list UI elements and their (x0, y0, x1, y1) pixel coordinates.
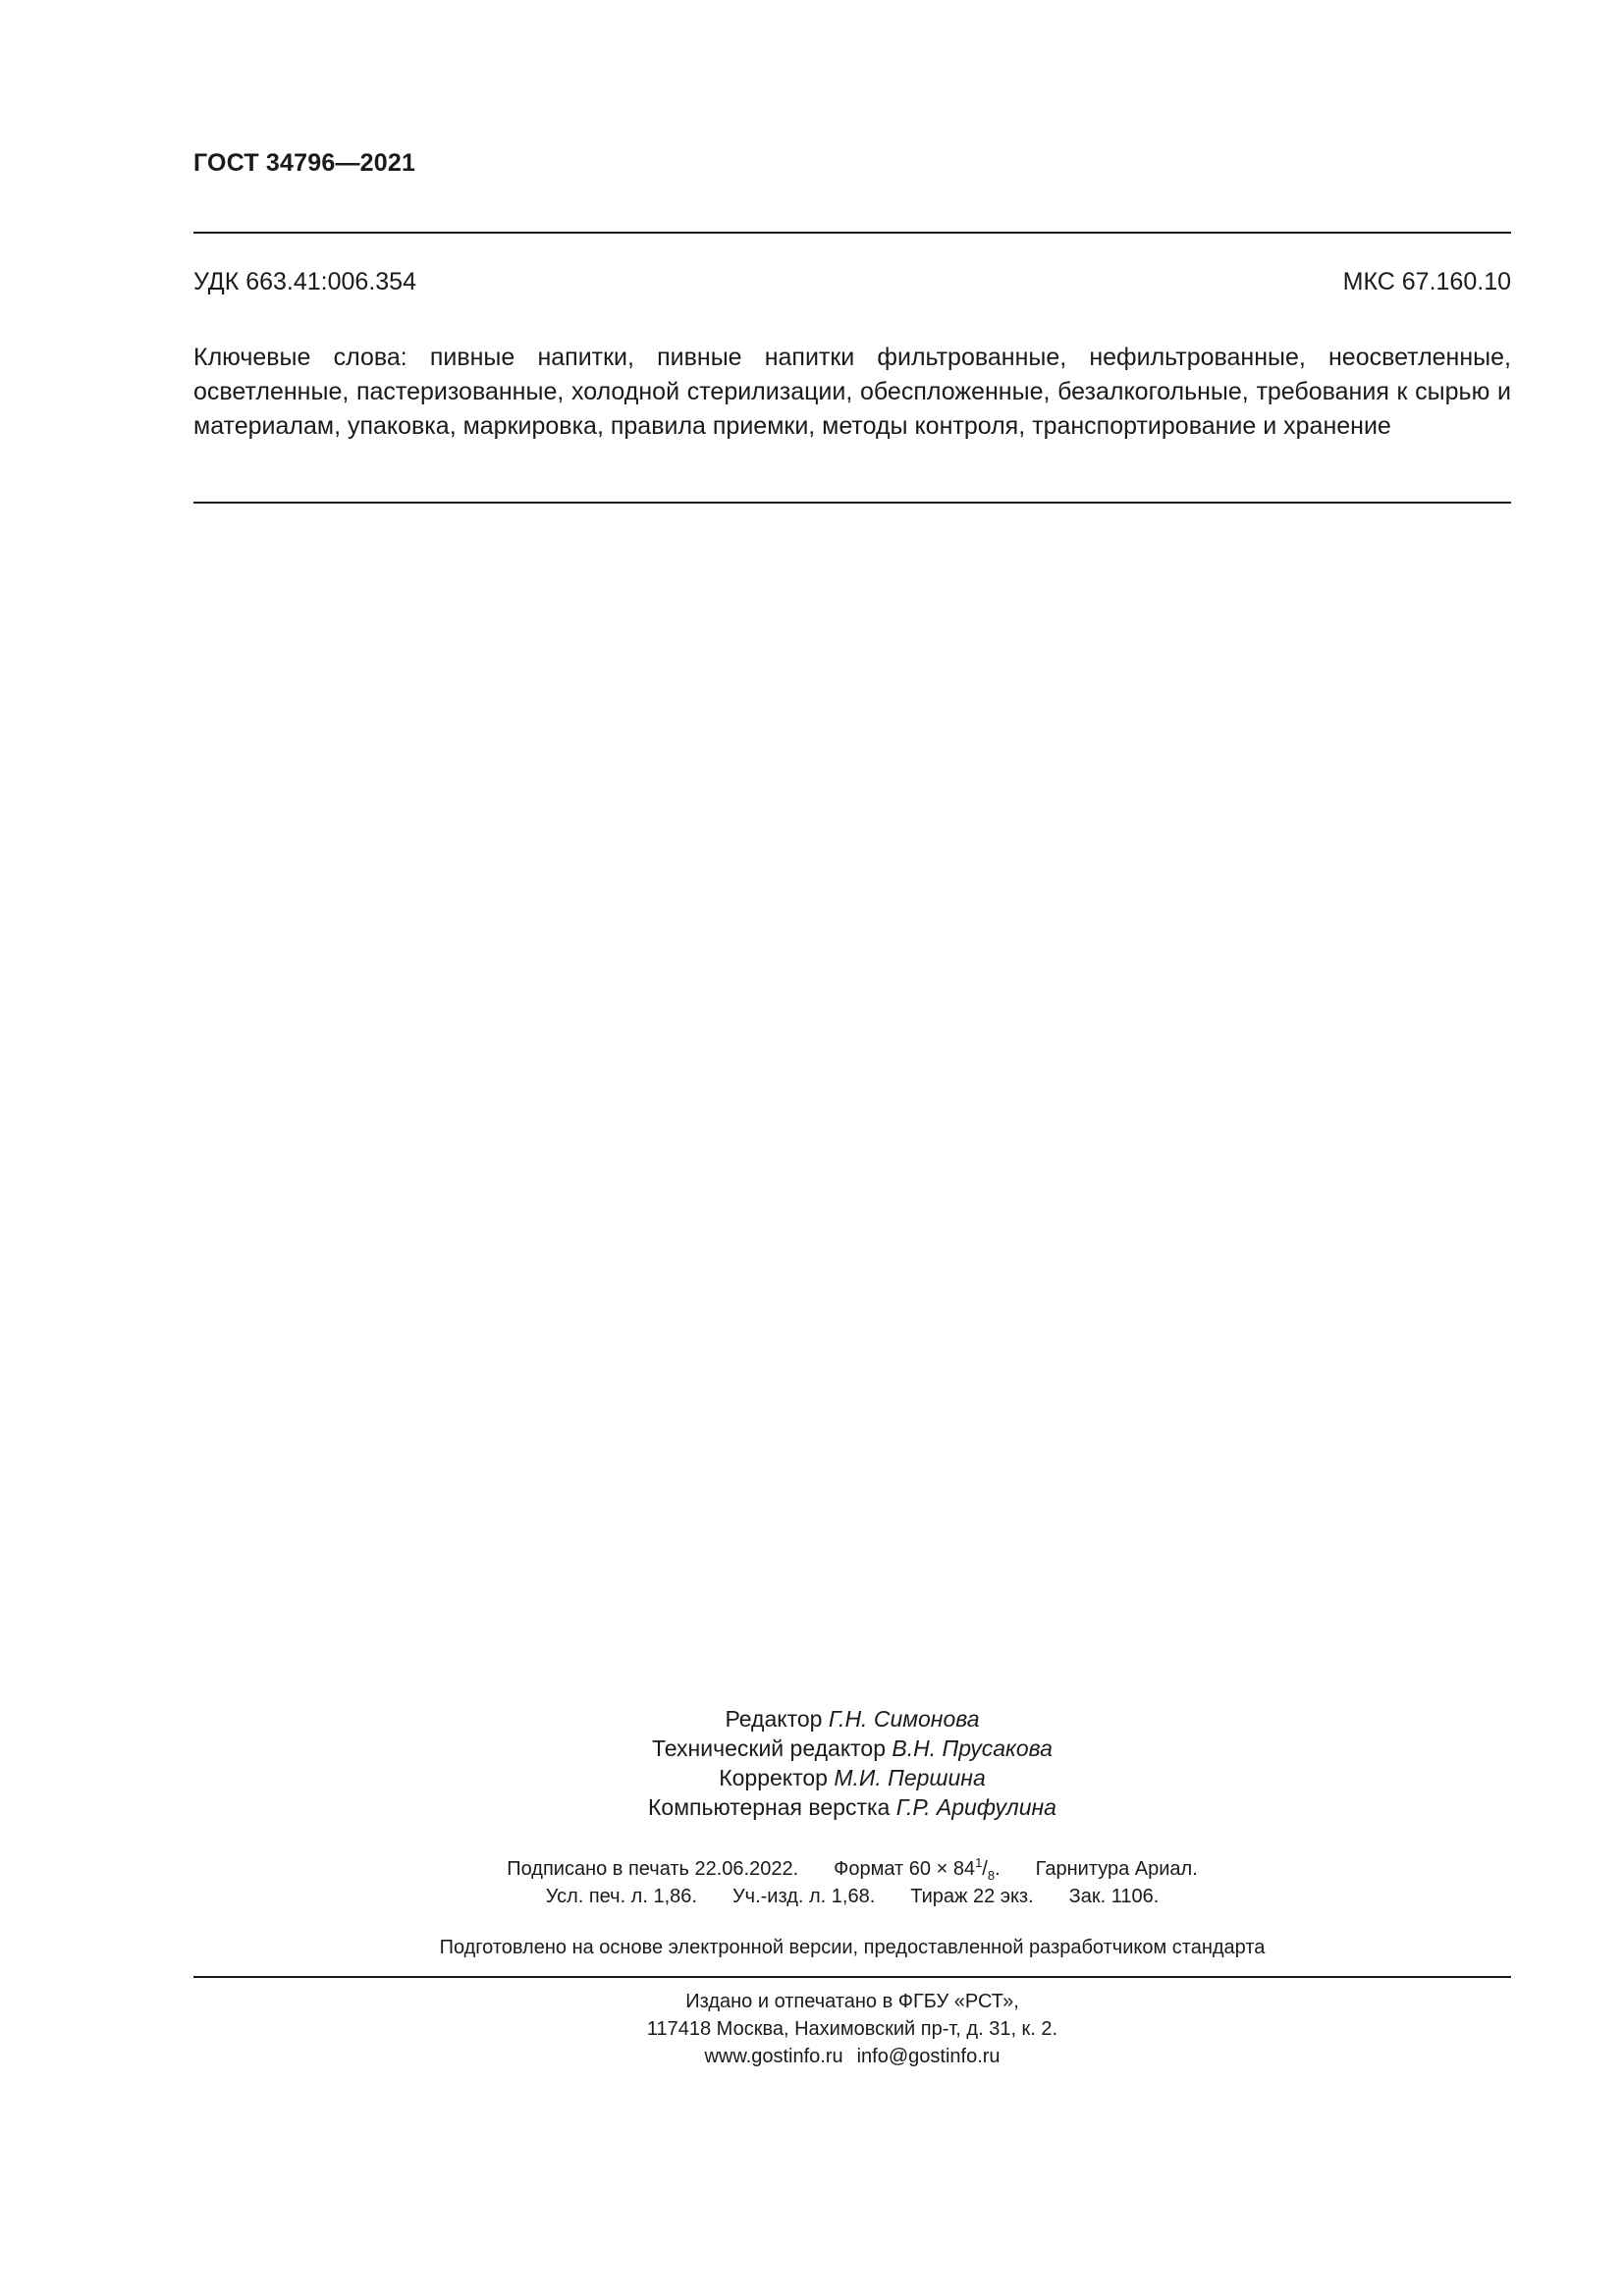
email-link[interactable]: info@gostinfo.ru (856, 2046, 1001, 2067)
classification-row (193, 268, 1511, 296)
prepared-note: Подготовлено на основе электронной версии, предоставленной разработчиком стандарта (439, 1937, 1266, 1958)
print-info-block (193, 1855, 1511, 1910)
publisher-divider (193, 1976, 1511, 1978)
print-info-line-1 (193, 1855, 1511, 1883)
publisher-address: 117418 Москва, Нахимовский пр-т, д. 31, к. 2. (646, 2018, 1058, 2040)
top-divider (193, 232, 1511, 234)
corrector-label: Корректор (719, 1765, 828, 1790)
corrector-line (193, 1763, 1511, 1792)
layout-line (193, 1792, 1511, 1822)
keywords-divider (193, 502, 1511, 504)
tech-editor-label: Технический редактор (652, 1735, 887, 1761)
keywords-paragraph: Ключевые слова: пивные напитки, пивные напитки фильтрованные, нефильтрованные, неосветленные, осветленные, пастеризованные, холодной стерилизации, обеспложенные, безалкогольные, требования к сырью и материалам, упаковка, маркировка, правила приемки, методы контроля, транспортирование и хранение (193, 344, 1511, 440)
publisher-line-1: Издано и отпечатано в ФГБУ «РСТ», (685, 1991, 1019, 2012)
udk-code: УДК 663.41:006.354 (193, 268, 416, 295)
editor-line (193, 1704, 1511, 1734)
print-info-line-2 (193, 1883, 1511, 1910)
website-link[interactable]: www.gostinfo.ru (704, 2046, 843, 2067)
standard-title: ГОСТ 34796—2021 (193, 149, 416, 177)
print-sheets: Усл. печ. л. 1,86. (545, 1886, 697, 1907)
editor-label: Редактор (725, 1706, 823, 1732)
tech-editor-line (193, 1734, 1511, 1763)
order-number: Зак. 1106. (1068, 1886, 1160, 1907)
publisher-block (193, 1988, 1511, 2070)
tech-editor-name: В.Н. Прусакова (892, 1735, 1053, 1761)
corrector-name: М.И. Першина (834, 1765, 986, 1790)
credits-block (193, 1704, 1511, 1822)
layout-name: Г.Р. Арифулина (895, 1794, 1056, 1820)
circulation: Тираж 22 экз. (910, 1886, 1034, 1907)
publ-sheets: Уч.-изд. л. 1,68. (731, 1886, 876, 1907)
publisher-contacts (193, 2043, 1511, 2070)
typeface-info: Гарнитура Ариал. (1035, 1858, 1198, 1880)
editor-name: Г.Н. Симонова (828, 1706, 980, 1732)
layout-label: Компьютерная верстка (648, 1794, 891, 1820)
format-info: Формат $60 \times 84^1/_8$. (834, 1855, 1001, 1883)
mks-code: МКС 67.160.10 (1342, 268, 1511, 295)
signed-date: Подписано в печать 22.06.2022. (507, 1858, 799, 1880)
